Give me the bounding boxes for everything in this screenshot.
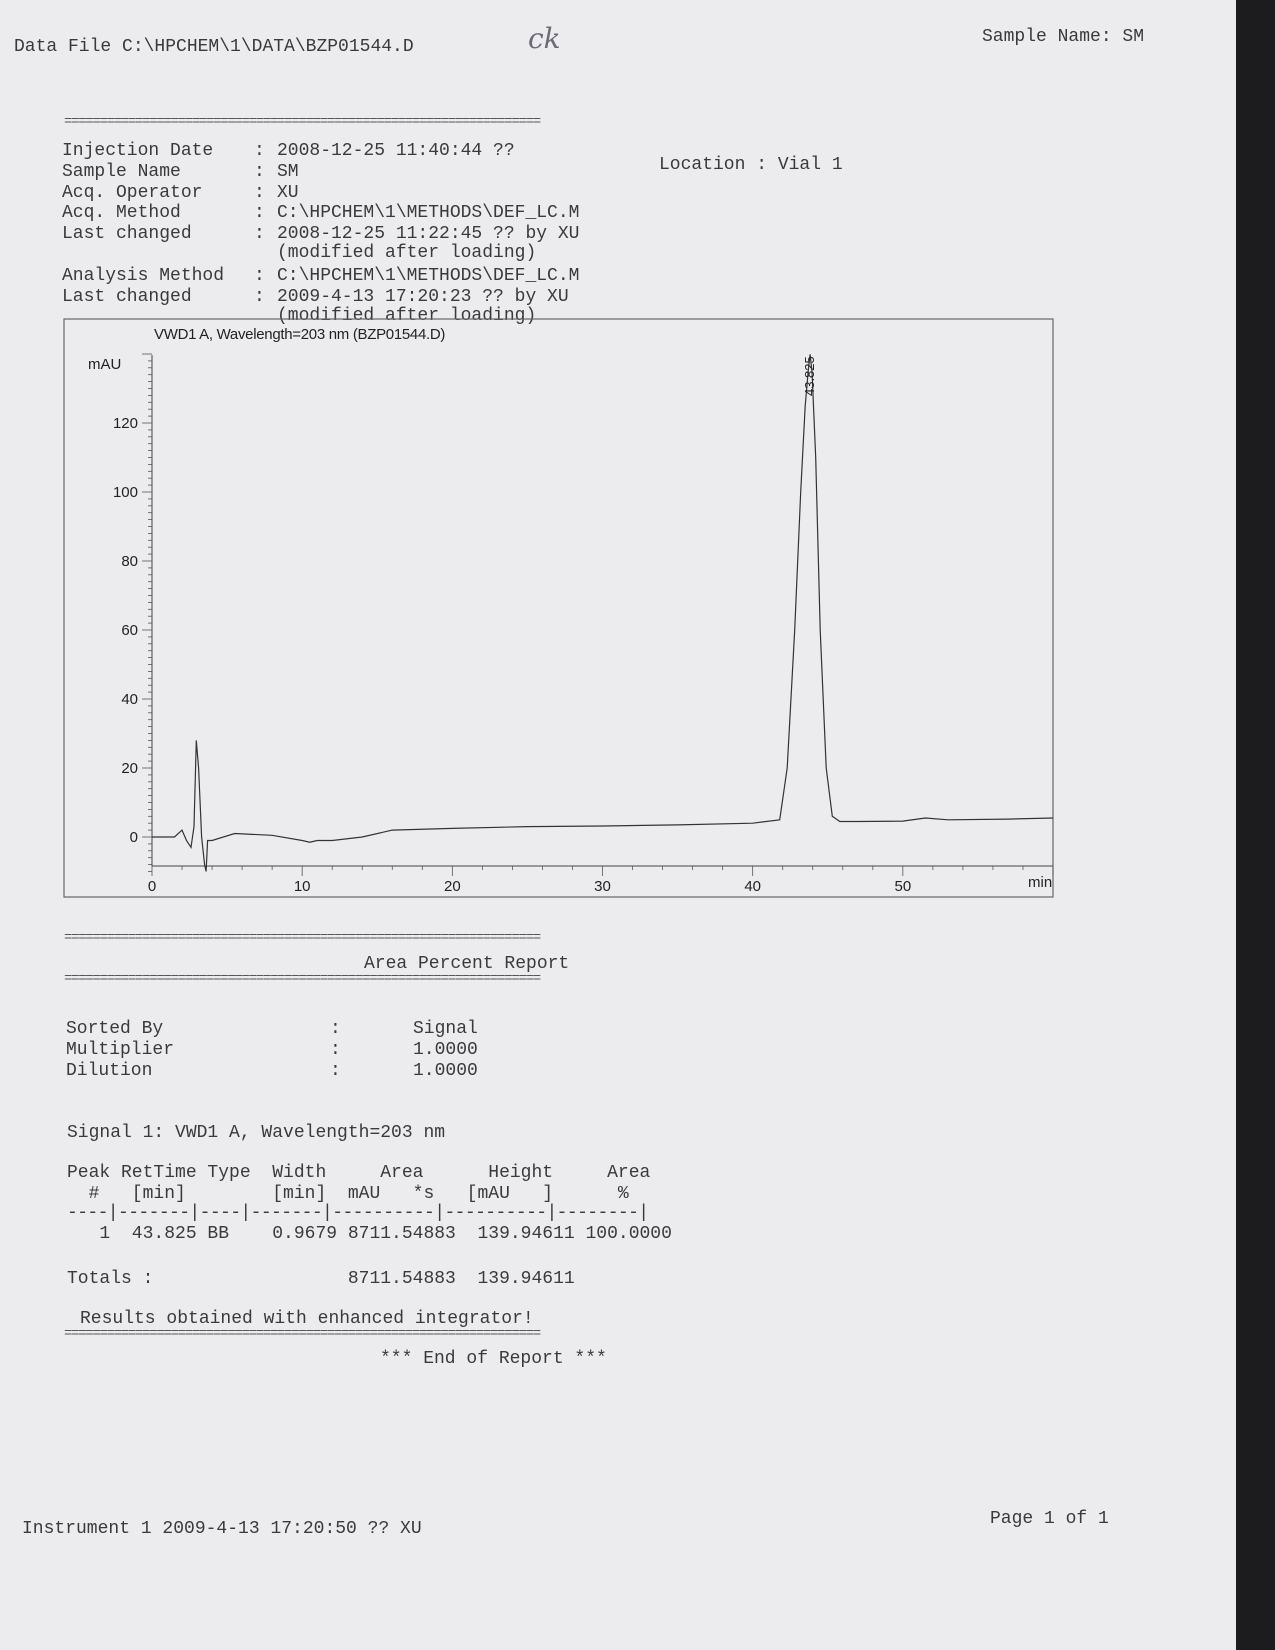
y-tick-label: 100 (112, 484, 138, 501)
x-tick-label: 10 (293, 878, 311, 895)
data-file-label: Data File C:\HPCHEM\1\DATA\BZP01544.D (14, 37, 414, 57)
y-tick-label: 40 (121, 691, 138, 708)
info-row-label: Last changed (62, 224, 192, 244)
sample-name-header: Sample Name: SM (982, 27, 1145, 47)
table-header-1: Peak RetTime Type Width Area Height Area (67, 1163, 651, 1183)
y-axis-label: mAU (88, 356, 122, 373)
table-row: 1 43.825 BB 0.9679 8711.54883 139.94611 100.0000 (67, 1224, 672, 1244)
chart-title: VWD1 A, Wavelength=203 nm (BZP01544.D) (154, 326, 446, 343)
table-header-2: # [min] [min] mAU *s [mAU ] % (67, 1184, 629, 1204)
info-row-value: C:\HPCHEM\1\METHODS\DEF_LC.M (277, 266, 580, 286)
info-row-separator: : (254, 287, 265, 307)
settings-sep: : (330, 1061, 341, 1081)
end-of-report: *** End of Report *** (380, 1349, 607, 1369)
integrator-note: Results obtained with enhanced integrator! (80, 1309, 534, 1329)
y-tick-label: 120 (112, 415, 138, 432)
divider-report-bottom: =================================================================== (64, 971, 540, 987)
info-row-value: 2008-12-25 11:40:44 ?? (277, 141, 515, 161)
info-row-value: 2008-12-25 11:22:45 ?? by XU (277, 224, 580, 244)
info-row-value: C:\HPCHEM\1\METHODS\DEF_LC.M (277, 203, 580, 223)
settings-value: 1.0000 (413, 1040, 478, 1060)
x-tick-label: 40 (744, 878, 762, 895)
instrument-footer: Instrument 1 2009-4-13 17:20:50 ?? XU (22, 1519, 422, 1539)
chart-frame (64, 319, 1053, 897)
info-row-separator: : (254, 183, 265, 203)
info-row-label: Acq. Method (62, 203, 181, 223)
table-divider: ----|-------|----|-------|----------|----------|--------| (67, 1203, 649, 1223)
settings-label: Multiplier (66, 1040, 175, 1060)
info-row-separator: : (254, 224, 265, 244)
info-row-separator: : (254, 141, 265, 161)
settings-label: Dilution (66, 1061, 153, 1081)
peak-label: 43.825 (802, 356, 818, 396)
signal-label: Signal 1: VWD1 A, Wavelength=203 nm (67, 1123, 446, 1143)
page-number: Page 1 of 1 (990, 1509, 1109, 1529)
settings-sep: : (330, 1019, 341, 1039)
info-row-label: Analysis Method (62, 266, 225, 286)
info-row-separator: : (254, 162, 265, 182)
x-axis-label: min (1028, 874, 1053, 891)
info-row-label: Sample Name (62, 162, 181, 182)
settings-value: 1.0000 (413, 1061, 478, 1081)
info-row-separator: : (254, 266, 265, 286)
x-tick-label: 50 (894, 878, 912, 895)
report-title: Area Percent Report (364, 954, 570, 974)
y-tick-label: 20 (121, 760, 138, 777)
x-tick-label: 30 (594, 878, 611, 895)
y-tick-label: 0 (129, 829, 138, 846)
info-row-value: XU (277, 183, 299, 203)
settings-value: Signal (413, 1019, 478, 1039)
y-tick-label: 80 (121, 553, 138, 570)
divider-report-top: =================================================================== (64, 930, 540, 946)
divider-top: =================================================================== (64, 114, 540, 130)
settings-label: Sorted By (66, 1019, 164, 1039)
settings-sep: : (330, 1040, 341, 1060)
info-row-value: (modified after loading) (277, 306, 537, 326)
info-row-label: Injection Date (62, 141, 214, 161)
info-row-value: (modified after loading) (277, 243, 537, 263)
x-axis (148, 866, 1053, 895)
y-axis (113, 354, 152, 872)
totals-row: Totals : 8711.54883 139.94611 (67, 1269, 575, 1289)
handwritten-note: ck (528, 22, 561, 55)
info-row-value: 2009-4-13 17:20:23 ?? by XU (277, 287, 569, 307)
info-row-value: SM (277, 162, 299, 182)
y-tick-label: 60 (121, 622, 138, 639)
info-row-label: Last changed (62, 287, 192, 307)
x-tick-label: 0 (147, 878, 157, 895)
info-row-label: Acq. Operator (62, 183, 203, 203)
location-label: Location : Vial 1 (659, 155, 843, 175)
signal-trace (152, 354, 1053, 871)
divider-end: =================================================================== (64, 1326, 540, 1342)
info-row-separator: : (254, 203, 265, 223)
x-tick-label: 20 (443, 878, 461, 895)
